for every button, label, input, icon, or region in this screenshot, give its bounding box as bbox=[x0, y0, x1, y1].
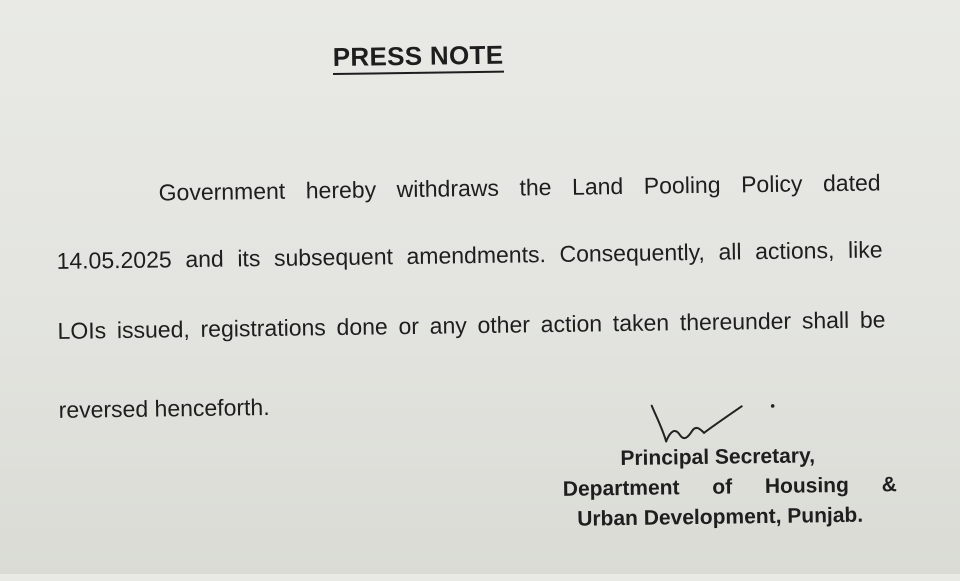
signatory-location: Urban Development, Punjab. bbox=[577, 503, 864, 531]
signatory-designation: Principal Secretary, bbox=[620, 444, 816, 471]
document-title: PRESS NOTE bbox=[333, 40, 504, 75]
signatory-department: Department of Housing & bbox=[562, 473, 897, 501]
body-line: Government hereby withdraws the Land Pooling Policy dated bbox=[158, 169, 881, 206]
body-line: reversed henceforth. bbox=[58, 393, 270, 423]
body-line: 14.05.2025 and its subsequent amendments. Consequently, all actions, like bbox=[56, 236, 883, 274]
signature-block bbox=[562, 440, 897, 535]
body-line: LOIs issued, registrations done or any other action taken thereunder shall be bbox=[57, 306, 886, 344]
